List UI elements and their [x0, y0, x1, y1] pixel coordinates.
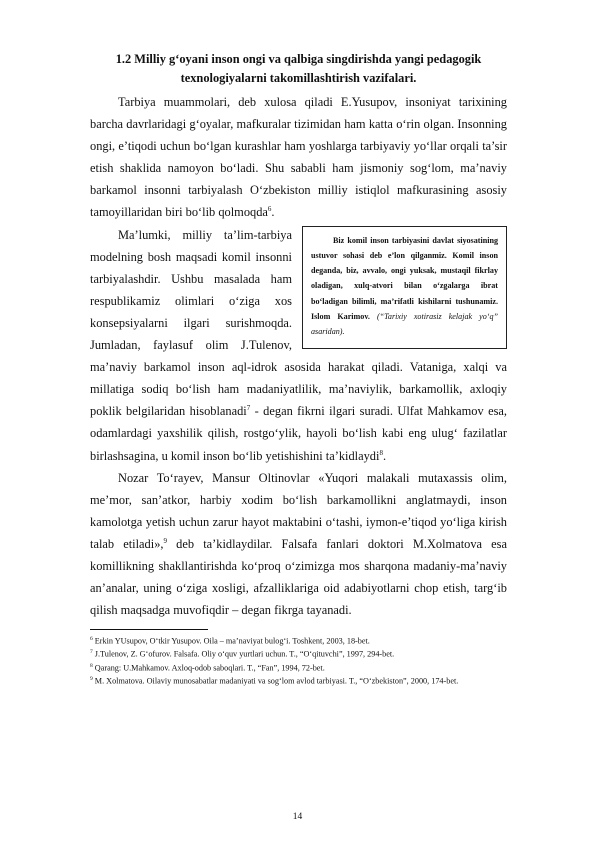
paragraph-1: Tarbiya muammolari, deb xulosa qiladi E.Yusupov, insoniyat tarixining barcha davrlaridagi g‘oyalar, mafkuralar tizimidan ham katta o‘rin olgan. Insonning ongi, e’tiqodi uchun bo‘lgan kurashlar ham yoshlarga tarbiyaviy yo‘llar orqali ta’sir etish shaklida namoyon bo‘ladi. Shu sababli ham jismoniy sog‘lom, ma’naviy barkamol insonni tarbiyalash O‘zbekiston milliy istiqlol mafkurasining asosiy tamoyillaridan biri bo‘lib qolmoqda$^6$. [90, 95, 507, 220]
footnote-9: $^9$ M. Xolmatova. Oilaviy munosabatlar madaniyati va sog‘lom avlod tarbiyasi. T., “O‘zbekiston”, 2000, 174-bet. [90, 675, 459, 686]
document-page [90, 50, 507, 687]
footnote-ref-6[interactable]: 6 [267, 205, 272, 214]
heading-line-2: texnologiyalarni takomillashtirish vazifalari. [180, 71, 417, 85]
text-with-quote [90, 224, 507, 622]
footnote-8: $^8$ Qarang: U.Mahkamov. Axloq-odob saboqlari. T., “Fan”, 1994, 72-bet. [90, 662, 325, 673]
footnote-7: $^7$ J.Tulenov, Z. G‘ofurov. Falsafa. Oliy o‘quv yurtlari uchun. T., “O‘qituvchi”, 1997, 294-bet. [90, 649, 395, 660]
quote-text: Biz komil inson tarbiyasini davlat siyosatining ustuvor sohasi deb e’lon qilganmiz. Komil inson deganda, biz, avvalo, ongi yuksak, mustaqil fikrlay oladigan, xulq-atvori bilan o‘zgalarga ibrat bo‘ladigan bilimli, ma’rifatli kishilarni tushunamiz. Islom Karimov. [311, 235, 498, 322]
footnote-6: $^6$ Erkin YUsupov, O‘tkir Yusupov. Oila – ma’naviyat bulog‘i. Toshkent, 2003, 18-bet. [90, 636, 370, 646]
footnote-divider [90, 629, 208, 630]
paragraph-2: Ma’lumki, milliy ta’lim-tarbiya modelning bosh maqsadi komil insonni tarbiyalashdir. Ushbu masalada ham respublikamiz olimlari o‘ziga xos konsepsiyalarni ilgari surishmoqda. Jumladan, faylasuf olim J.Tulenov, ma’naviy barkamol inson aql-idrok asosida harakat qiladi. Vataniga, xalqi va millatiga sodiq bo‘lish ham madaniyatlilik, ma’naviylik, barkamollik, axloqiy poklik belgilaridan hisoblanadi$^7$ - degan fikrni ilgari suradi. Ulfat Mahkamov esa, odamlardagi yaxshilik qilish, rostgo‘ylik, hayoli bo‘lish kabi eng ulug‘ fazilatlar birlashsagina, u komil inson bo‘lib yetishishini ta’kidlaydi$^8$. [90, 227, 507, 463]
quote-source: (“Tarixiy xotirasiz kelajak yo‘q” asaridan). [311, 312, 498, 337]
quote-box [302, 226, 507, 349]
page-number: 14 [292, 812, 303, 822]
footnote-ref-8[interactable]: 8 [379, 448, 383, 457]
heading-line-1: 1.2 Milliy g‘oyani inson ongi va qalbiga singdirishda yangi pedagogik [115, 52, 482, 66]
footnote-ref-7[interactable]: 7 [246, 404, 251, 413]
section-heading [90, 50, 507, 88]
footnote-ref-9[interactable]: 9 [163, 536, 167, 545]
paragraph-3: Nozar To‘rayev, Mansur Oltinovlar «Yuqori malakali mutaxassis olim, me’mor, san’atkor, harbiy xodim bo‘lish barkamollikni anglatmaydi, inson kamolotga yetish uchun zarur hayot maktabini o‘tashi, iymon-e’tiqod yo‘liga kirish talab etiladi»,$^9$ deb ta’kidlaydilar. Falsafa fanlari doktori M.Xolmatova esa komillikning shakllantirishda ko‘proq o‘zimizga mos sharqona madaniy-ma’naviy an’analar, uning o‘ziga xosligi, afzalliklariga oid adabiyotlarni chop etish, targ‘ib qilish maqsadga muvofiqdir – degan fikrga tayanadi. [90, 470, 507, 618]
